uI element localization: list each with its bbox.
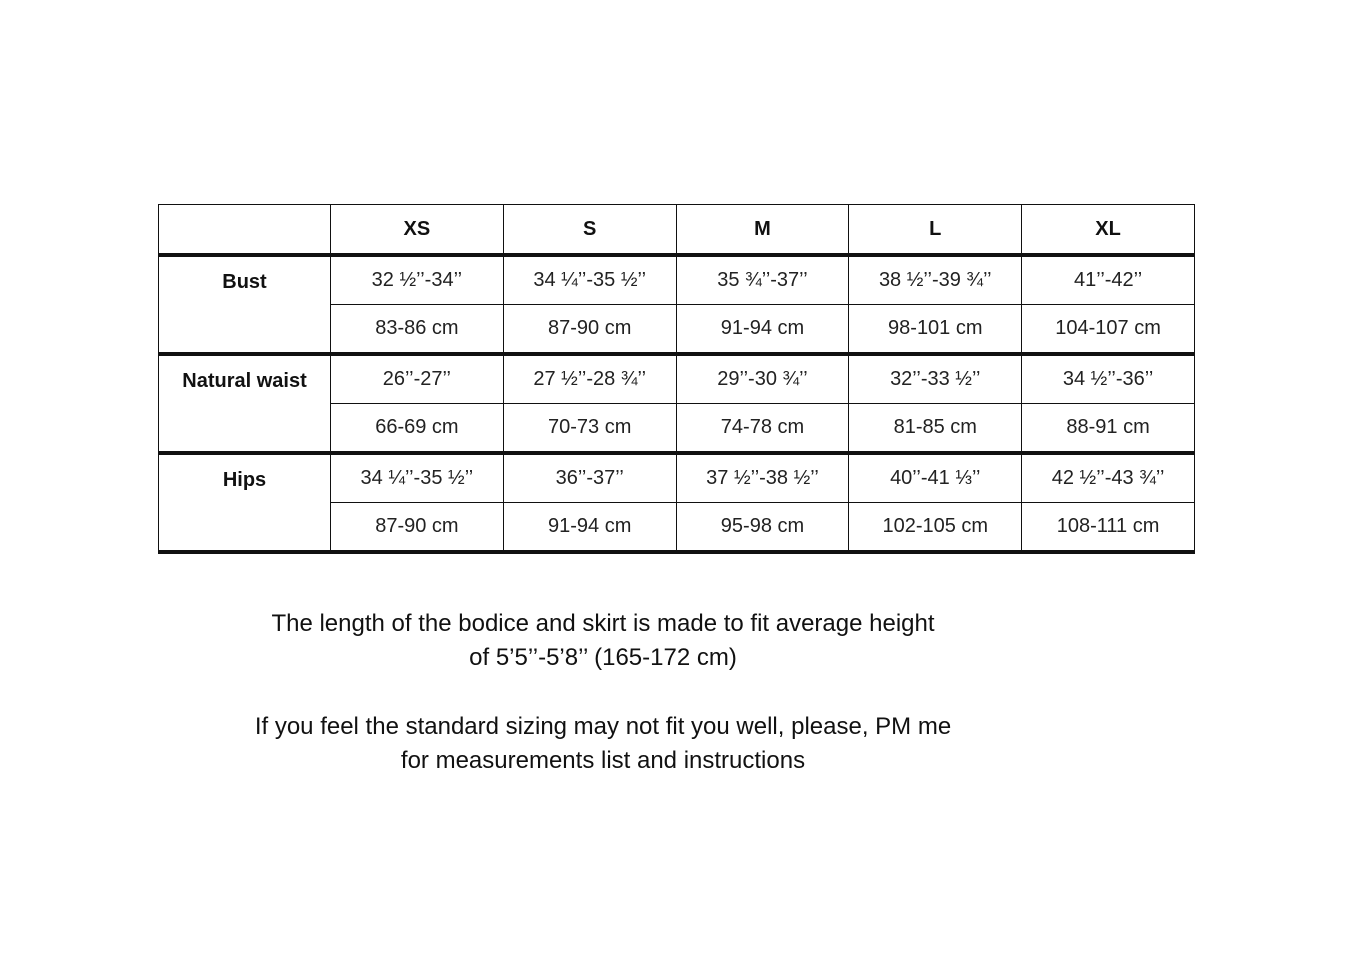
hips-inches-row xyxy=(159,453,1195,503)
bust-label: Bust xyxy=(159,255,331,354)
bust-inches-row xyxy=(159,255,1195,305)
bust-inches-l: 38 ½’’-39 ¾’’ xyxy=(849,255,1022,305)
bust-cm-xs: 83-86 cm xyxy=(331,305,504,355)
hips-inches-m: 37 ½’’-38 ½’’ xyxy=(676,453,849,503)
pm-note-line-2: for measurements list and instructions xyxy=(400,747,806,774)
length-note-line-2: of 5’5’’-5’8’’ (165-172 cm) xyxy=(469,644,737,671)
bust-inches-s: 34 ¼’’-35 ½’’ xyxy=(503,255,676,305)
waist-inches-row xyxy=(159,354,1195,404)
size-chart-table xyxy=(158,204,1195,554)
bust-cm-xl: 104-107 cm xyxy=(1022,305,1195,355)
hips-inches-s: 36’’-37’’ xyxy=(503,453,676,503)
bust-cm-s: 87-90 cm xyxy=(503,305,676,355)
waist-label: Natural waist xyxy=(159,354,331,453)
waist-inches-xs: 26’’-27’’ xyxy=(331,354,504,404)
size-header-l: L xyxy=(849,205,1022,256)
waist-cm-m: 74-78 cm xyxy=(676,404,849,454)
waist-cm-l: 81-85 cm xyxy=(849,404,1022,454)
waist-inches-l: 32’’-33 ½’’ xyxy=(849,354,1022,404)
size-header-s: S xyxy=(503,205,676,256)
size-header-xl: XL xyxy=(1022,205,1195,256)
waist-cm-xl: 88-91 cm xyxy=(1022,404,1195,454)
bust-inches-xl: 41’’-42’’ xyxy=(1022,255,1195,305)
waist-inches-m: 29’’-30 ¾’’ xyxy=(676,354,849,404)
waist-cm-xs: 66-69 cm xyxy=(331,404,504,454)
hips-cm-l: 102-105 cm xyxy=(849,503,1022,553)
hips-inches-l: 40’’-41 ⅓’’ xyxy=(849,453,1022,503)
size-header-row xyxy=(159,205,1195,256)
hips-label: Hips xyxy=(159,453,331,552)
bust-inches-m: 35 ¾’’-37’’ xyxy=(676,255,849,305)
hips-cm-xs: 87-90 cm xyxy=(331,503,504,553)
bust-cm-m: 91-94 cm xyxy=(676,305,849,355)
hips-cm-m: 95-98 cm xyxy=(676,503,849,553)
size-header-m: M xyxy=(676,205,849,256)
size-header-xs: XS xyxy=(331,205,504,256)
pm-note xyxy=(200,710,1006,778)
length-note xyxy=(200,607,1006,675)
waist-inches-s: 27 ½’’-28 ¾’’ xyxy=(503,354,676,404)
bust-inches-xs: 32 ½’’-34’’ xyxy=(331,255,504,305)
waist-inches-xl: 34 ½’’-36’’ xyxy=(1022,354,1195,404)
waist-cm-s: 70-73 cm xyxy=(503,404,676,454)
length-note-line-1: The length of the bodice and skirt is made to fit average height xyxy=(271,610,935,637)
hips-inches-xl: 42 ½’’-43 ¾’’ xyxy=(1022,453,1195,503)
pm-note-line-1: If you feel the standard sizing may not fit you well, please, PM me xyxy=(254,713,952,740)
hips-cm-s: 91-94 cm xyxy=(503,503,676,553)
bust-cm-l: 98-101 cm xyxy=(849,305,1022,355)
hips-cm-xl: 108-111 cm xyxy=(1022,503,1195,553)
corner-cell xyxy=(159,205,331,256)
hips-inches-xs: 34 ¼’’-35 ½’’ xyxy=(331,453,504,503)
